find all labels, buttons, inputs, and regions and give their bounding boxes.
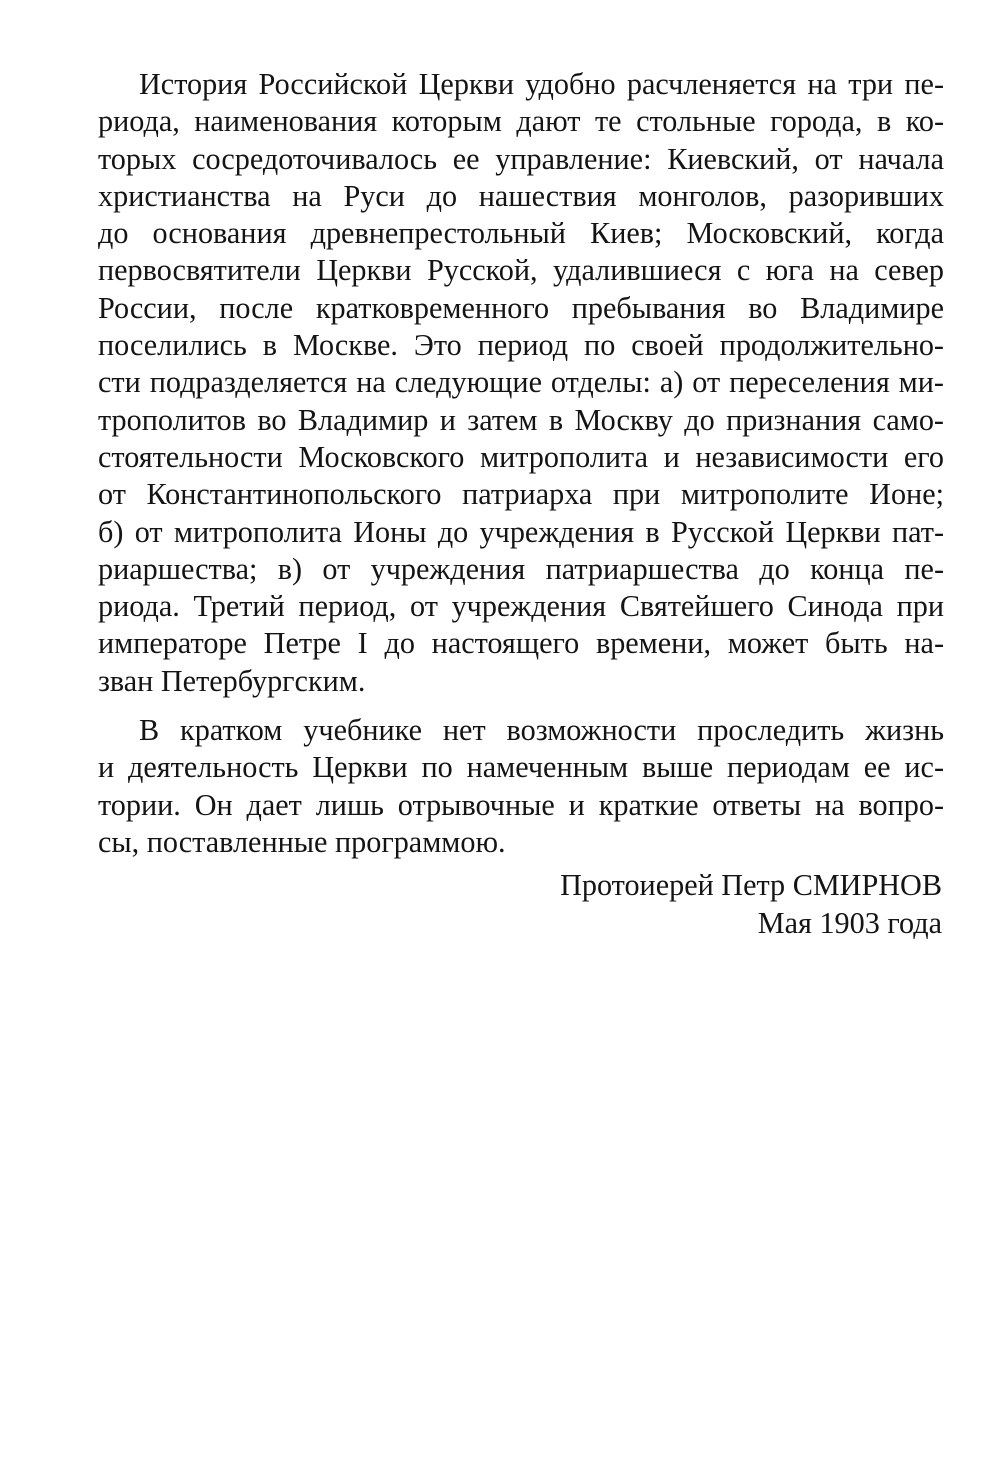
paragraph-line: императоре Петре I до настоящего времени, может быть на- xyxy=(98,626,944,661)
paragraph-line: России, после кратковременного пребывания во Владимире xyxy=(98,290,944,325)
paragraph-line: риода, наименования которым дают те стольные города, в ко- xyxy=(98,104,944,139)
paragraph-line: трополитов во Владимир и затем в Москву до признания само- xyxy=(98,402,944,437)
paragraph-line: б) от митрополита Ионы до учреждения в Русской Церкви пат- xyxy=(98,514,944,549)
signature-block xyxy=(560,866,942,942)
signature-author: Протоиерей Петр СМИРНОВ xyxy=(560,868,942,902)
paragraph-line: История Российской Церкви удобно расчленяется на три пе- xyxy=(139,67,944,101)
paragraph-line: тории. Он дает лишь отрывочные и краткие ответы на вопро- xyxy=(98,787,944,822)
body-text xyxy=(98,66,944,861)
paragraph-2 xyxy=(98,712,944,861)
paragraph-line: сти подразделяется на следующие отделы: а) от переселения ми- xyxy=(98,365,944,400)
paragraph-line: риода. Третий период, от учреждения Святейшего Синода при xyxy=(98,589,944,624)
paragraph-line: стоятельности Московского митрополита и независимости его xyxy=(98,439,944,474)
paragraph-line: от Константинопольского патриарха при митрополите Ионе; xyxy=(98,477,944,512)
signature-date: Мая 1903 года xyxy=(757,906,942,940)
paragraph-gap xyxy=(98,700,944,712)
paragraph-line: первосвятители Церкви Русской, удалившиеся с юга на север xyxy=(98,253,944,288)
paragraph-1 xyxy=(98,66,944,700)
paragraph-line: христианства на Руси до нашествия монголов, разоривших xyxy=(98,178,944,213)
paragraph-line: зван Петербургским. xyxy=(98,663,366,698)
paragraph-line: до основания древнепрестольный Киев; Московский, когда xyxy=(98,216,944,251)
paragraph-line: и деятельность Церкви по намеченным выше периодам ее ис- xyxy=(98,750,944,785)
paragraph-line: торых сосредоточивалось ее управление: Киевский, от начала xyxy=(98,141,944,176)
paragraph-line: сы, поставленные программою. xyxy=(98,824,506,859)
paragraph-line: риаршества; в) от учреждения патриаршества до конца пе- xyxy=(98,551,944,586)
paragraph-line: В кратком учебнике нет возможности проследить жизнь xyxy=(139,713,944,748)
paragraph-line: поселились в Москве. Это период по своей продолжительно- xyxy=(98,328,944,363)
